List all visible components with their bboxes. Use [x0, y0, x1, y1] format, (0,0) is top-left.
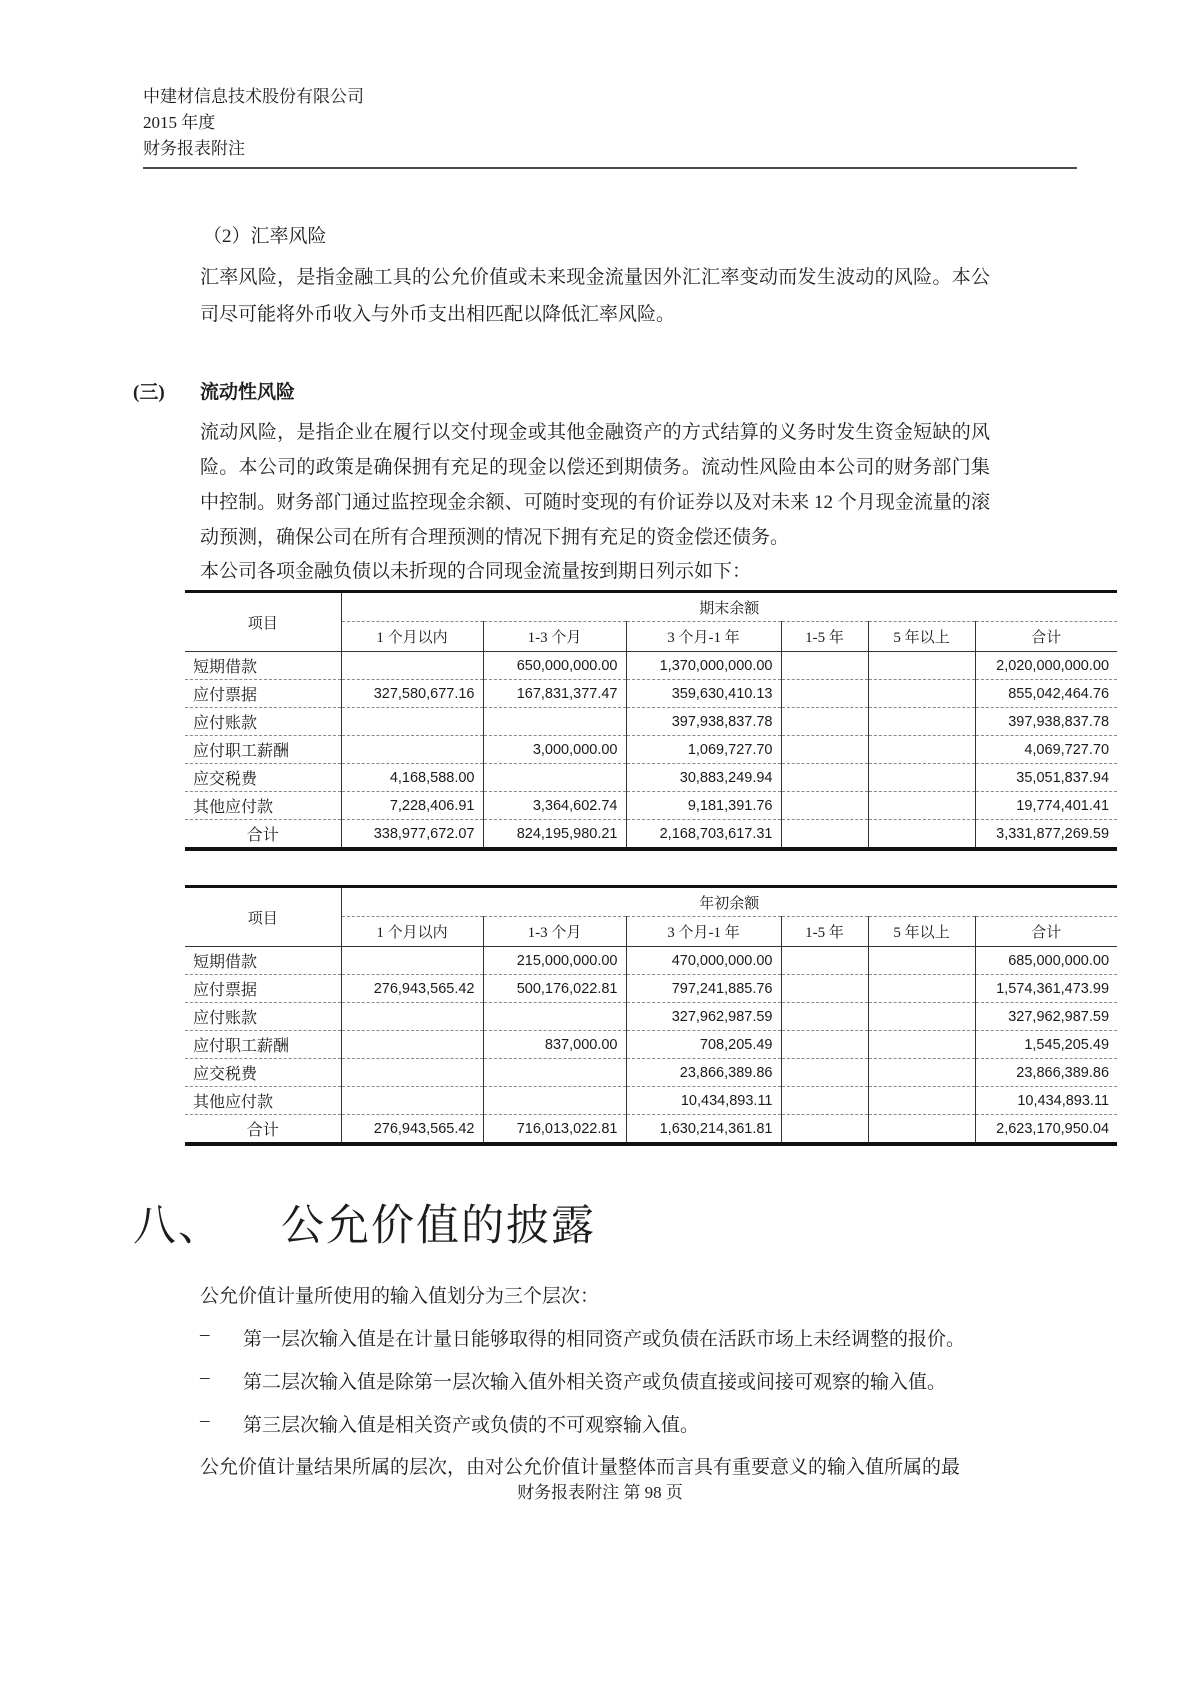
- row-item-label: 其他应付款: [185, 1087, 341, 1115]
- row-item-label: 短期借款: [193, 659, 258, 676]
- amount-cell: 1,545,205.49: [975, 1031, 1117, 1059]
- column-header: 1-5 年: [781, 917, 868, 947]
- row-item-label: 短期借款: [193, 954, 258, 971]
- table-header-row: [185, 592, 1117, 622]
- amount-cell: [781, 652, 868, 680]
- fx-risk-heading: （2）汇率风险: [203, 226, 327, 247]
- amount-cell: 1,574,361,473.99: [975, 975, 1117, 1003]
- table-row: [185, 1087, 1117, 1115]
- amount-cell: [781, 1087, 868, 1115]
- column-header: 1-3 个月: [483, 917, 626, 947]
- amount-cell: 3,000,000.00: [483, 736, 626, 764]
- bullet-text: 第三层次输入值是相关资产或负债的不可观察输入值。: [243, 1415, 700, 1436]
- amount-cell: [781, 947, 868, 975]
- table-row: [185, 764, 1117, 792]
- amount-cell: 470,000,000.00: [626, 947, 781, 975]
- row-item-label: 应交税费: [185, 1059, 341, 1087]
- amount-cell: 167,831,377.47: [483, 680, 626, 708]
- bullet-dash: –: [200, 1324, 210, 1345]
- amount-cell: [781, 1031, 868, 1059]
- column-header: 5 年以上: [868, 917, 975, 947]
- amount-cell: 23,866,389.86: [626, 1059, 781, 1087]
- page-header: [143, 84, 1200, 162]
- page-footer: 财务报表附注 第 98 页: [517, 1483, 683, 1502]
- liquidity-risk-paragraph: 流动风险，是指企业在履行以交付现金或其他金融资产的方式结算的义务时发生资金短缺的风险。本公司的政策是确保拥有充足的现金以偿还到期债务。流动性风险由本公司的财务部门集中控制。财务部门通过监控现金余额、可随时变现的有价证券以及对未来 12 个月现金流量的滚动预测，确保公司在所有合理预测的情况下拥有充足的资金偿还债务。: [200, 422, 990, 548]
- table-row: [185, 1003, 1117, 1031]
- column-header: 1 个月以内: [341, 917, 483, 947]
- amount-cell: [868, 680, 975, 708]
- amount-cell: [781, 680, 868, 708]
- amount-cell: [483, 708, 626, 736]
- section-title: 流动性风险: [200, 382, 296, 403]
- amount-cell: [781, 975, 868, 1003]
- amount-cell: 338,977,672.07: [341, 820, 483, 850]
- section-number: (三): [133, 382, 165, 403]
- amount-cell: [868, 1031, 975, 1059]
- amount-cell: [781, 1059, 868, 1087]
- column-header: 1 个月以内: [341, 622, 483, 652]
- amount-cell: 837,000.00: [483, 1031, 626, 1059]
- row-item-label: 应付账款: [185, 1003, 341, 1031]
- chapter-title: 公允价值的披露: [281, 1203, 596, 1250]
- column-header-item: 项目: [185, 887, 341, 947]
- amount-cell: 7,228,406.91: [341, 792, 483, 820]
- column-header: 1-3 个月: [483, 622, 626, 652]
- table-row: [185, 947, 1117, 975]
- amount-cell: [781, 820, 868, 850]
- fiscal-year: 2015 年度: [143, 113, 216, 132]
- table-row: [185, 680, 1117, 708]
- column-header: 5 年以上: [868, 622, 975, 652]
- amount-cell: [483, 1087, 626, 1115]
- amount-cell: 3,364,602.74: [483, 792, 626, 820]
- amount-cell: 10,434,893.11: [626, 1087, 781, 1115]
- amount-cell: 2,168,703,617.31: [626, 820, 781, 850]
- amount-cell: 215,000,000.00: [483, 947, 626, 975]
- amount-cell: [341, 1003, 483, 1031]
- amount-cell: 9,181,391.76: [626, 792, 781, 820]
- amount-cell: [781, 764, 868, 792]
- table-row: [185, 708, 1117, 736]
- amount-cell: [868, 1059, 975, 1087]
- amount-cell: [341, 1059, 483, 1087]
- amount-cell: 10,434,893.11: [975, 1087, 1117, 1115]
- fair-value-level3-item: [200, 1410, 1200, 1437]
- amount-cell: 4,069,727.70: [975, 736, 1117, 764]
- table-row: [185, 1031, 1117, 1059]
- amount-cell: 716,013,022.81: [483, 1115, 626, 1145]
- amount-cell: [781, 792, 868, 820]
- column-header-item: 项目: [185, 592, 341, 652]
- table-row: [185, 1115, 1117, 1145]
- amount-cell: [781, 708, 868, 736]
- table-row: [185, 736, 1117, 764]
- row-item-label: 合计: [185, 820, 341, 850]
- table-row: [185, 1059, 1117, 1087]
- amount-cell: 23,866,389.86: [975, 1059, 1117, 1087]
- amount-cell: [483, 764, 626, 792]
- row-item-label: 应付职工薪酬: [185, 736, 341, 764]
- amount-cell: 276,943,565.42: [341, 975, 483, 1003]
- bullet-dash: –: [200, 1410, 210, 1431]
- company-name: 中建材信息技术股份有限公司: [143, 87, 364, 106]
- amount-cell: 327,962,987.59: [975, 1003, 1117, 1031]
- fair-value-level1-item: [200, 1324, 1200, 1351]
- amount-cell: [868, 708, 975, 736]
- amount-cell: [868, 764, 975, 792]
- amount-cell: [341, 652, 483, 680]
- row-item-label: 应付职工薪酬: [185, 1031, 341, 1059]
- amount-cell: [868, 736, 975, 764]
- amount-cell: 708,205.49: [626, 1031, 781, 1059]
- table-intro-line: 本公司各项金融负债以未折现的合同现金流量按到期日列示如下：: [200, 561, 752, 582]
- amount-cell: [868, 792, 975, 820]
- amount-cell: [483, 1003, 626, 1031]
- column-header: 合计: [975, 622, 1117, 652]
- table-row: [185, 792, 1117, 820]
- amount-cell: 2,623,170,950.04: [975, 1115, 1117, 1145]
- row-item-label: 应付账款: [185, 708, 341, 736]
- amount-cell: 797,241,885.76: [626, 975, 781, 1003]
- amount-cell: 1,069,727.70: [626, 736, 781, 764]
- amount-cell: [868, 820, 975, 850]
- amount-cell: 2,020,000,000.00: [975, 652, 1117, 680]
- amount-cell: 35,051,837.94: [975, 764, 1117, 792]
- bullet-dash: –: [200, 1367, 210, 1388]
- bullet-text: 第二层次输入值是除第一层次输入值外相关资产或负债直接或间接可观察的输入值。: [243, 1372, 947, 1393]
- amount-cell: [341, 1087, 483, 1115]
- table-row: [185, 652, 1117, 680]
- fx-risk-paragraph: 汇率风险，是指金融工具的公允价值或未来现金流量因外汇汇率变动而发生波动的风险。本公司尽可能将外币收入与外币支出相匹配以降低汇率风险。: [200, 267, 990, 325]
- column-header: 合计: [975, 917, 1117, 947]
- amount-cell: 397,938,837.78: [975, 708, 1117, 736]
- column-group-header: 期末余额: [341, 592, 1117, 622]
- amount-cell: [781, 1003, 868, 1031]
- document-title: 财务报表附注: [143, 139, 245, 158]
- row-item-label: 其他应付款: [185, 792, 341, 820]
- column-group-header: 年初余额: [341, 887, 1117, 917]
- amount-cell: [483, 1059, 626, 1087]
- amount-cell: [868, 1003, 975, 1031]
- amount-cell: [781, 736, 868, 764]
- column-header: 3 个月-1 年: [626, 917, 781, 947]
- amount-cell: [868, 1115, 975, 1145]
- row-item-label: 应付票据: [185, 975, 341, 1003]
- amount-cell: 19,774,401.41: [975, 792, 1117, 820]
- period-end-balance-table: [185, 590, 1117, 851]
- fair-value-intro: 公允价值计量所使用的输入值划分为三个层次：: [200, 1286, 600, 1307]
- amount-cell: 359,630,410.13: [626, 680, 781, 708]
- amount-cell: [868, 947, 975, 975]
- amount-cell: 855,042,464.76: [975, 680, 1117, 708]
- amount-cell: [341, 736, 483, 764]
- amount-cell: 4,168,588.00: [341, 764, 483, 792]
- row-item-label: 合计: [185, 1115, 341, 1145]
- amount-cell: 30,883,249.94: [626, 764, 781, 792]
- amount-cell: 3,331,877,269.59: [975, 820, 1117, 850]
- amount-cell: [868, 652, 975, 680]
- row-item-label: 应交税费: [185, 764, 341, 792]
- amount-cell: 276,943,565.42: [341, 1115, 483, 1145]
- column-header: 1-5 年: [781, 622, 868, 652]
- liquidity-risk-heading: [0, 377, 1200, 404]
- row-item-label: 应付票据: [185, 680, 341, 708]
- amount-cell: 1,630,214,361.81: [626, 1115, 781, 1145]
- amount-cell: [341, 947, 483, 975]
- amount-cell: 397,938,837.78: [626, 708, 781, 736]
- year-start-balance-table: [185, 885, 1117, 1146]
- bullet-text: 第一层次输入值是在计量日能够取得的相同资产或负债在活跃市场上未经调整的报价。: [243, 1329, 966, 1350]
- table-row: [185, 975, 1117, 1003]
- amount-cell: [781, 1115, 868, 1145]
- header-divider: [143, 167, 1077, 169]
- amount-cell: 327,580,677.16: [341, 680, 483, 708]
- amount-cell: 327,962,987.59: [626, 1003, 781, 1031]
- chapter-number: 八、: [133, 1203, 223, 1250]
- fair-value-closing-line: 公允价值计量结果所属的层次，由对公允价值计量整体而言具有重要意义的输入值所属的最: [200, 1457, 961, 1478]
- amount-cell: 650,000,000.00: [483, 652, 626, 680]
- fair-value-level2-item: [200, 1367, 1200, 1394]
- amount-cell: 685,000,000.00: [975, 947, 1117, 975]
- column-header: 3 个月-1 年: [626, 622, 781, 652]
- fair-value-heading: [133, 1192, 1200, 1253]
- amount-cell: 824,195,980.21: [483, 820, 626, 850]
- amount-cell: [341, 1031, 483, 1059]
- amount-cell: [868, 1087, 975, 1115]
- amount-cell: [341, 708, 483, 736]
- table-header-row: [185, 887, 1117, 917]
- amount-cell: 1,370,000,000.00: [626, 652, 781, 680]
- amount-cell: 500,176,022.81: [483, 975, 626, 1003]
- amount-cell: [868, 975, 975, 1003]
- table-row: [185, 820, 1117, 850]
